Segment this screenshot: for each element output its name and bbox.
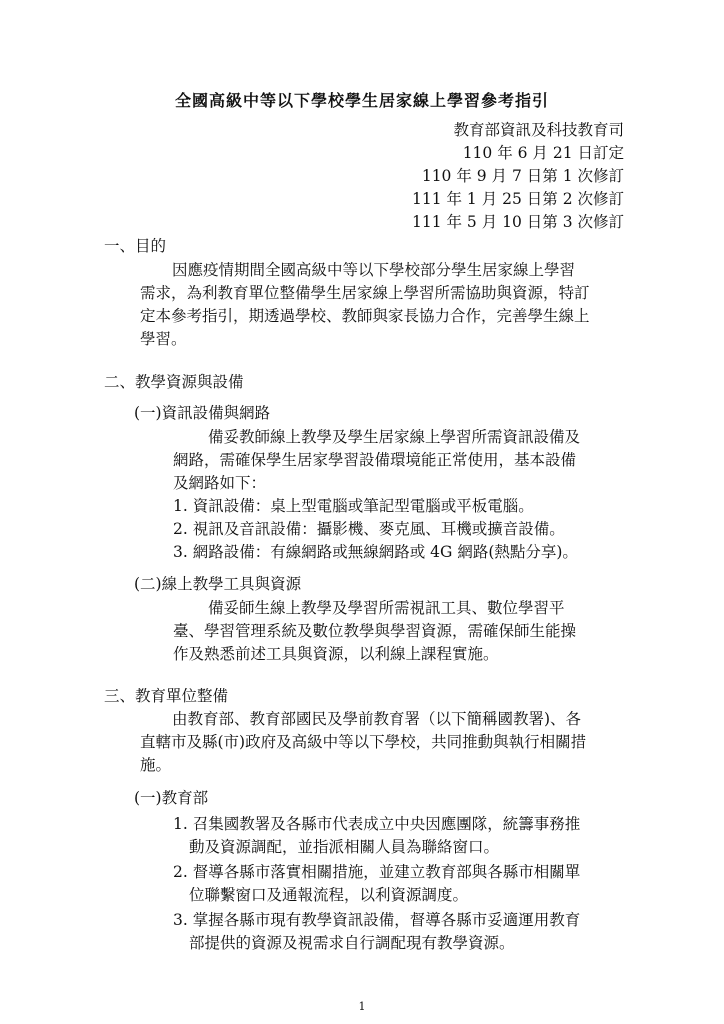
section-3-1-heading: (一)教育部 bbox=[134, 789, 209, 807]
section-2-1-text-line: 及網路如下： bbox=[173, 474, 267, 492]
date-revision-1: 110 年 9 月 7 日第 1 次修訂 bbox=[421, 167, 624, 185]
date-established: 110 年 6 月 21 日訂定 bbox=[462, 144, 624, 162]
list-item-continuation: 動及資源調配，並指派相關人員為聯絡窗口。 bbox=[189, 838, 500, 856]
section-1-heading: 一、目的 bbox=[104, 237, 167, 255]
list-item-continuation: 部提供的資源及視需求自行調配現有教學資源。 bbox=[189, 934, 515, 952]
page-number: 1 bbox=[358, 1000, 366, 1013]
section-1-text-line: 因應疫情期間全國高級中等以下學校部分學生居家線上學習 bbox=[172, 261, 576, 279]
list-item: 1. 召集國教署及各縣市代表成立中央因應團隊，統籌事務推 bbox=[173, 815, 581, 833]
section-2-1-heading: (一)資訊設備與網路 bbox=[134, 404, 271, 422]
issuer: 教育部資訊及科技教育司 bbox=[453, 121, 624, 139]
section-2-2-text-line: 臺、學習管理系統及數位教學與學習資源，需確保師生能操 bbox=[173, 622, 577, 640]
section-1-text-line: 定本參考指引，期透過學校、教師與家長協力合作，完善學生線上 bbox=[140, 307, 590, 325]
section-3-heading: 三、教育單位整備 bbox=[104, 687, 229, 705]
list-item: 2. 督導各縣市落實相關措施，並建立教育部與各縣市相關單 bbox=[173, 863, 581, 881]
section-1-text-line: 需求，為利教育單位整備學生居家線上學習所需協助與資源，特訂 bbox=[140, 284, 590, 302]
section-2-heading: 二、教學資源與設備 bbox=[104, 373, 244, 391]
date-revision-3: 111 年 5 月 10 日第 3 次修訂 bbox=[411, 213, 624, 231]
section-3-text-line: 直轄市及縣(市)政府及高級中等以下學校，共同推動與執行相關措 bbox=[140, 733, 587, 751]
list-item: 2. 視訊及音訊設備：攝影機、麥克風、耳機或擴音設備。 bbox=[173, 520, 565, 538]
section-2-1-text-line: 網路，需確保學生居家學習設備環境能正常使用，基本設備 bbox=[173, 451, 577, 469]
section-3-text-line: 施。 bbox=[140, 756, 172, 774]
section-2-2-text-line: 作及熟悉前述工具與資源，以利線上課程實施。 bbox=[173, 645, 499, 663]
list-item: 3. 掌握各縣市現有教學資訊設備，督導各縣市妥適運用教育 bbox=[173, 911, 581, 929]
list-item: 3. 網路設備：有線網路或無線網路或 4G 網路(熱點分享)。 bbox=[173, 543, 578, 561]
list-item: 1. 資訊設備：桌上型電腦或筆記型電腦或平板電腦。 bbox=[173, 497, 534, 515]
section-3-text-line: 由教育部、教育部國民及學前教育署（以下簡稱國教署)、各 bbox=[172, 710, 582, 728]
section-2-2-heading: (二)線上教學工具與資源 bbox=[134, 575, 302, 593]
section-1-text-line: 學習。 bbox=[140, 330, 187, 348]
section-2-1-text-line: 備妥教師線上教學及學生居家線上學習所需資訊設備及 bbox=[208, 428, 581, 446]
list-item-continuation: 位聯繫窗口及通報流程，以利資源調度。 bbox=[189, 886, 469, 904]
document-title: 全國高級中等以下學校學生居家線上學習參考指引 bbox=[174, 91, 549, 110]
date-revision-2: 111 年 1 月 25 日第 2 次修訂 bbox=[411, 190, 624, 208]
section-2-2-text-line: 備妥師生線上教學及學習所需視訊工具、數位學習平 bbox=[208, 599, 565, 617]
